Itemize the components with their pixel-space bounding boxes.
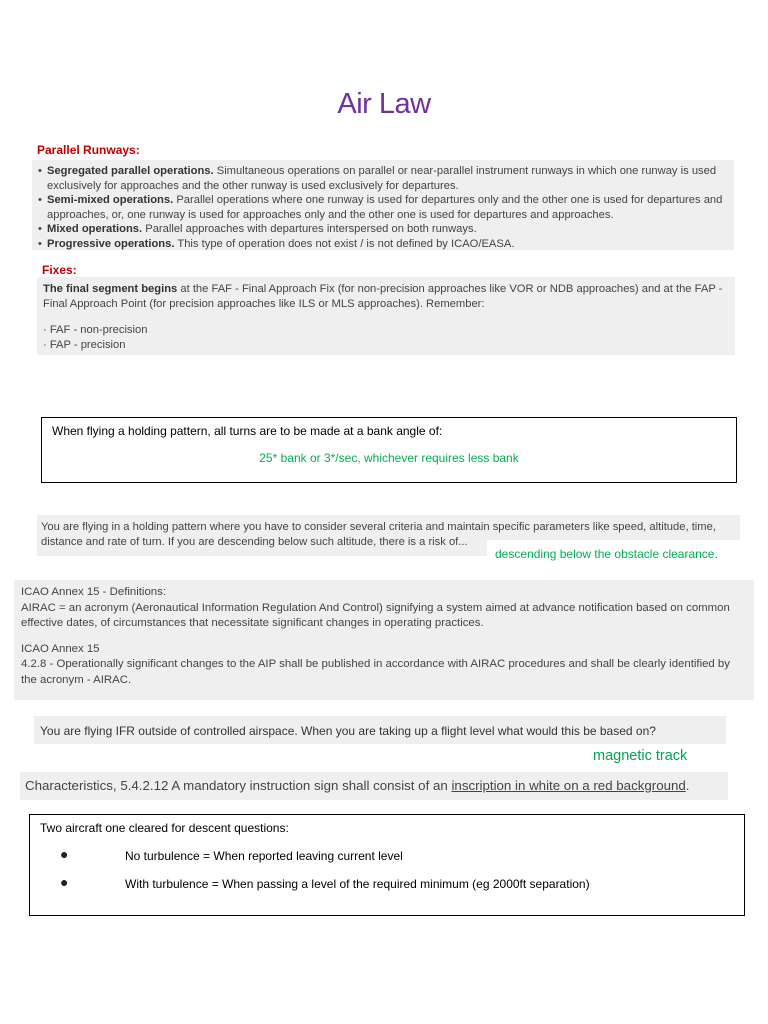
bullet-icon: ● (60, 846, 69, 862)
icao-line-3: ICAO Annex 15 (21, 642, 100, 655)
ifr-question: You are flying IFR outside of controlled airspace. When you are taking up a flight level what would this be based on? (40, 724, 656, 738)
fixes-line-faf: · FAF - non-precision (43, 324, 148, 336)
obstacle-answer-box (487, 540, 742, 567)
ifr-question-box (34, 716, 726, 744)
list-item: • Progressive operations. This type of operation does not exist / is not defined by ICAO/EASA. (38, 237, 734, 252)
fixes-intro: The final segment begins at the FAF - Final Approach Fix (for non-precision approaches like VOR or NDB approaches) and at the FAP - Final Approach Point (for precision approaches like ILS or MLS approaches). Remember: (43, 283, 723, 310)
descent-heading: Two aircraft one cleared for descent questions: (40, 821, 289, 835)
obstacle-question: You are flying in a holding pattern where you have to consider several criteria and maintain specific parameters like speed, altitude, time, distance and rate of turn. If you are descending below such altitude, there is a risk of... (41, 521, 716, 548)
list-item: • Semi-mixed operations. Parallel operations where one runway is used for departures only and the other one is used for departures and approaches, or, one runway is used for approaches only and the other one is used for departures and approaches. (38, 193, 734, 222)
holding-answer: 25* bank or 3*/sec, whichever requires less bank (259, 451, 519, 465)
parallel-runways-box (32, 160, 734, 250)
fixes-box (37, 277, 735, 355)
list-item: No turbulence = When reported leaving current level (125, 849, 403, 863)
holding-question: When flying a holding pattern, all turns are to be made at a bank angle of: (52, 424, 443, 438)
list-item: • Mixed operations. Parallel approaches with departures interspersed on both runways. (38, 222, 734, 237)
icao-annex-box (14, 580, 754, 700)
ifr-answer: magnetic track (593, 748, 688, 764)
fixes-line-fap: · FAP - precision (43, 338, 126, 351)
parallel-runways-list (38, 164, 734, 251)
fixes-heading: Fixes: (42, 263, 77, 277)
icao-line-4: 4.2.8 - Operationally significant changes to the AIP shall be published in accordance with AIRAC procedures and shall be clearly identified by the acronym - AIRAC. (21, 658, 730, 686)
characteristics-box (20, 772, 728, 800)
holding-question-box (41, 417, 737, 483)
icao-line-2: AIRAC = an acronym (Aeronautical Information Regulation And Control) signifying a system aimed at advance notification based on common effective dates, of circumstances that necessitate significant changes in operating practices. (21, 601, 730, 629)
page-title: Air Law (337, 88, 431, 120)
obstacle-answer: descending below the obstacle clearance. (495, 547, 718, 561)
bullet-icon: ● (60, 874, 69, 890)
icao-line-1: ICAO Annex 15 - Definitions: (21, 586, 166, 598)
list-item: With turbulence = When passing a level of the required minimum (eg 2000ft separation) (125, 877, 590, 891)
list-item: • Segregated parallel operations. Simultaneous operations on parallel or near-parallel instrument runways in which one runway is used exclusively for approaches and the other runway is used exclusively for departures. (38, 164, 734, 193)
descent-box (29, 814, 745, 916)
parallel-runways-heading: Parallel Runways: (37, 143, 140, 157)
characteristics-text: Characteristics, 5.4.2.12 A mandatory instruction sign shall consist of an inscription in white on a red background. (25, 778, 690, 793)
